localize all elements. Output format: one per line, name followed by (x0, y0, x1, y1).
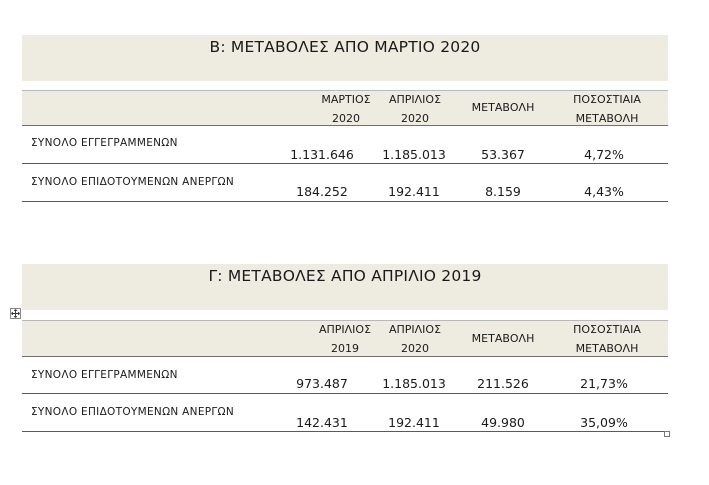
header-col-3: ΜΕΤΑΒΟΛΗ (471, 101, 535, 114)
header-col-4: ΠΟΣΟΣΤΙΑΙΑ ΜΕΤΑΒΟΛΗ (573, 323, 641, 355)
table-c-title: Γ: ΜΕΤΑΒΟΛΕΣ ΑΠΟ ΑΠΡΙΛΙΟ 2019 (22, 264, 668, 310)
table-b-header (22, 90, 668, 126)
header-col-4: ΠΟΣΟΣΤΙΑΙΑ ΜΕΤΑΒΟΛΗ (573, 93, 641, 125)
cell-value: 4,43% (584, 184, 624, 199)
row-divider (22, 431, 668, 432)
cell-value: 8.159 (485, 184, 521, 199)
table-b-title: Β: ΜΕΤΑΒΟΛΕΣ ΑΠΟ ΜΑΡΤΙΟ 2020 (22, 35, 668, 81)
table-resize-icon[interactable] (664, 431, 670, 437)
row-label: ΣΥΝΟΛΟ ΕΠΙΔΟΤΟΥΜΕΝΩΝ ΑΝΕΡΓΩΝ (31, 176, 235, 188)
header-col-3: ΜΕΤΑΒΟΛΗ (471, 332, 535, 345)
cell-value: 184.252 (296, 184, 348, 199)
row-divider (22, 393, 668, 394)
header-col-2: ΑΠΡΙΛΙΟΣ 2020 (388, 93, 442, 125)
table-c-header (22, 320, 668, 357)
cell-value: 192.411 (388, 415, 440, 430)
cell-value: 973.487 (296, 376, 348, 391)
row-label: ΣΥΝΟΛΟ ΕΠΙΔΟΤΟΥΜΕΝΩΝ ΑΝΕΡΓΩΝ (31, 406, 235, 418)
cell-value: 192.411 (388, 184, 440, 199)
row-label: ΣΥΝΟΛΟ ΕΓΓΕΓΡΑΜΜΕΝΩΝ (31, 137, 178, 149)
cell-value: 211.526 (477, 376, 529, 391)
header-col-2: ΑΠΡΙΛΙΟΣ 2020 (388, 323, 442, 355)
header-col-1: ΑΠΡΙΛΙΟΣ 2019 (318, 323, 372, 355)
row-label: ΣΥΝΟΛΟ ΕΓΓΕΓΡΑΜΜΕΝΩΝ (31, 369, 178, 381)
header-col-1: ΜΑΡΤΙΟΣ 2020 (321, 93, 371, 125)
cell-value: 21,73% (580, 376, 628, 391)
cell-value: 1.185.013 (382, 376, 446, 391)
cell-value: 142.431 (296, 415, 348, 430)
cell-value: 35,09% (580, 415, 628, 430)
row-divider (22, 163, 668, 164)
row-divider (22, 201, 668, 202)
table-move-icon[interactable] (10, 308, 21, 319)
cell-value: 53.367 (481, 147, 525, 162)
cell-value: 49.980 (481, 415, 525, 430)
cell-value: 1.185.013 (382, 147, 446, 162)
cell-value: 1.131.646 (290, 147, 354, 162)
cell-value: 4,72% (584, 147, 624, 162)
